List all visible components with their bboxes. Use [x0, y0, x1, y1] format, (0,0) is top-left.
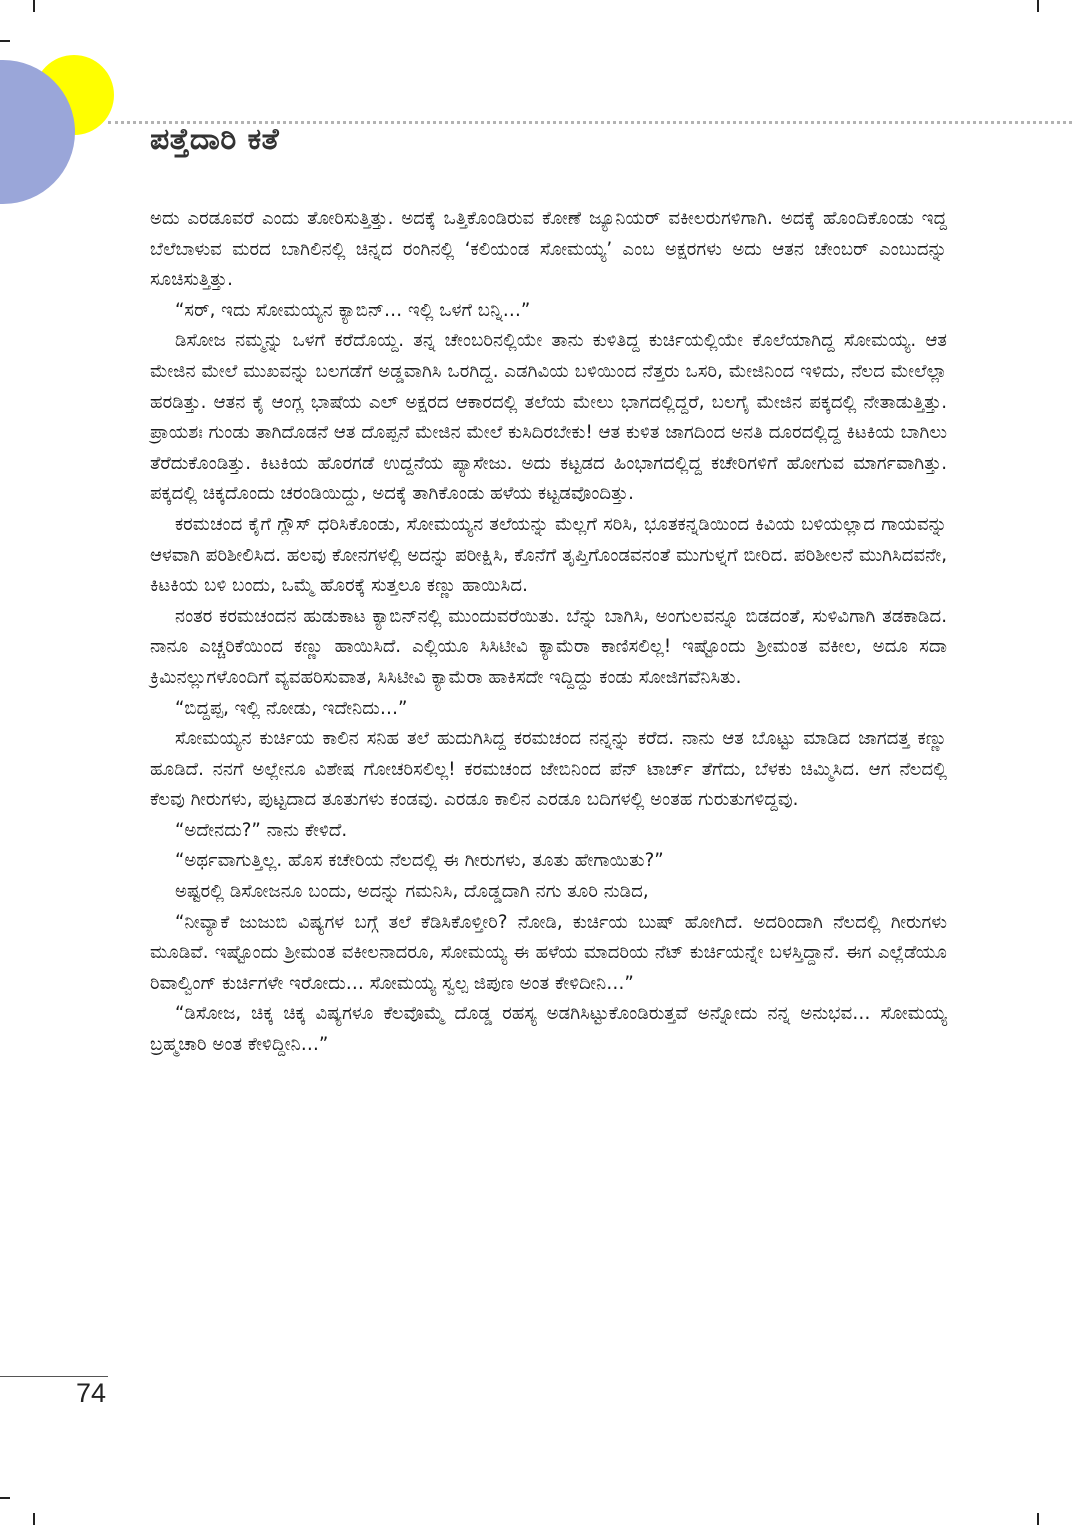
crop-mark	[33, 1513, 35, 1525]
crop-mark	[1037, 1513, 1039, 1525]
paragraph: ಕರಮಚಂದ ಕೈಗೆ ಗ್ಲೌಸ್ ಧರಿಸಿಕೊಂಡು, ಸೋಮಯ್ಯನ ತಲೆಯನ್ನು ಮೆಲ್ಲಗೆ ಸರಿಸಿ, ಭೂತಕನ್ನಡಿಯಿಂದ ಕಿವಿಯ ಬಳಿಯಲ್ಲಾದ ಗಾಯವನ್ನು ಆಳವಾಗಿ ಪರಿಶೀಲಿಸಿದ. ಹಲವು ಕೋನಗಳಲ್ಲಿ ಅದನ್ನು ಪರೀಕ್ಷಿಸಿ, ಕೊನೆಗೆ ತೃಪ್ತಿಗೊಂಡವನಂತೆ ಮುಗುಳ್ನಗೆ ಬೀರಿದ. ಪರಿಶೀಲನೆ ಮುಗಿಸಿದವನೇ, ಕಿಟಕಿಯ ಬಳಿ ಬಂದು, ಒಮ್ಮೆ ಹೊರಕ್ಕೆ ಸುತ್ತಲೂ ಕಣ್ಣು ಹಾಯಿಸಿದ.	[150, 513, 947, 597]
page-number: 74	[76, 1378, 107, 1408]
paragraph: “ಸರ್, ಇದು ಸೋಮಯ್ಯನ ಕ್ಯಾಬಿನ್… ಇಲ್ಲಿ ಒಳಗೆ ಬನ್ನಿ…”	[175, 299, 531, 321]
paragraph: “ಬಿದ್ದಪ್ಪ, ಇಲ್ಲಿ ನೋಡು, ಇದೇನಿದು…”	[175, 697, 408, 719]
footer-rule	[0, 1376, 108, 1377]
page-title: ಪತ್ತೆದಾರಿ ಕತೆ	[150, 122, 280, 157]
story-body	[150, 204, 947, 1061]
header-decoration	[0, 0, 130, 220]
paragraph: ಅದು ಎರಡೂವರೆ ಎಂದು ತೋರಿಸುತ್ತಿತ್ತು. ಅದಕ್ಕೆ ಒತ್ತಿಕೊಂಡಿರುವ ಕೋಣೆ ಜ್ಯೂನಿಯರ್ ವಕೀಲರುಗಳಿಗಾಗಿ. ಅದಕ್ಕೆ ಹೊಂದಿಕೊಂಡು ಇದ್ದ ಬೆಲೆಬಾಳುವ ಮರದ ಬಾಗಿಲಿನಲ್ಲಿ ಚಿನ್ನದ ರಂಗಿನಲ್ಲಿ ‘ಕಲಿಯಂಡ ಸೋಮಯ್ಯ’ ಎಂಬ ಅಕ್ಷರಗಳು ಅದು ಆತನ ಚೇಂಬರ್ ಎಂಬುದನ್ನು ಸೂಚಿಸುತ್ತಿತ್ತು.	[150, 208, 947, 291]
paragraph: “ಅದೇನದು?” ನಾನು ಕೇಳಿದೆ.	[175, 819, 348, 841]
paragraph: ಸೋಮಯ್ಯನ ಕುರ್ಚಿಯ ಕಾಲಿನ ಸನಿಹ ತಲೆ ಹುದುಗಿಸಿದ್ದ ಕರಮಚಂದ ನನ್ನನ್ನು ಕರೆದ. ನಾನು ಆತ ಬೊಟ್ಟು ಮಾಡಿದ ಜಾಗದತ್ತ ಕಣ್ಣು ಹೂಡಿದೆ. ನನಗೆ ಅಲ್ಲೇನೂ ವಿಶೇಷ ಗೋಚರಿಸಲಿಲ್ಲ! ಕರಮಚಂದ ಜೇಬಿನಿಂದ ಪೆನ್ ಟಾರ್ಚ್ ತೆಗೆದು, ಬೆಳಕು ಚಿಮ್ಮಿಸಿದ. ಆಗ ನೆಲದಲ್ಲಿ ಕೆಲವು ಗೀರುಗಳು, ಪುಟ್ಟದಾದ ತೂತುಗಳು ಕಂಡವು. ಎರಡೂ ಕಾಲಿನ ಎರಡೂ ಬದಿಗಳಲ್ಲಿ ಅಂತಹ ಗುರುತುಗಳಿದ್ದವು.	[150, 728, 947, 811]
paragraph: “ಅರ್ಥವಾಗುತ್ತಿಲ್ಲ. ಹೊಸ ಕಚೇರಿಯ ನೆಲದಲ್ಲಿ ಈ ಗೀರುಗಳು, ತೂತು ಹೇಗಾಯಿತು?”	[175, 850, 664, 872]
paragraph: “ನೀವ್ಯಾಕೆ ಜುಜುಬಿ ವಿಷ್ಯಗಳ ಬಗ್ಗೆ ತಲೆ ಕೆಡಿಸಿಕೊಳ್ತೀರಿ? ನೋಡಿ, ಕುರ್ಚಿಯ ಬುಷ್ ಹೋಗಿದೆ. ಅದರಿಂದಾಗಿ ನೆಲದಲ್ಲಿ ಗೀರುಗಳು ಮೂಡಿವೆ. ಇಷ್ಟೊಂದು ಶ್ರೀಮಂತ ವಕೀಲನಾದರೂ, ಸೋಮಯ್ಯ ಈ ಹಳೆಯ ಮಾದರಿಯ ನೆಟ್ ಕುರ್ಚಿಯನ್ನೇ ಬಳಸ್ತಿದ್ದಾನೆ. ಈಗ ಎಲ್ಲೆಡೆಯೂ ರಿವಾಲ್ವಿಂಗ್ ಕುರ್ಚಿಗಳೇ ಇರೋದು… ಸೋಮಯ್ಯ ಸ್ವಲ್ಪ ಜಿಪುಣ ಅಂತ ಕೇಳಿದೀನಿ…”	[150, 911, 947, 994]
crop-mark	[0, 1497, 10, 1499]
crop-mark	[1037, 0, 1039, 12]
paragraph: “ಡಿಸೋಜ, ಚಿಕ್ಕ ಚಿಕ್ಕ ವಿಷ್ಯಗಳೂ ಕೆಲವೊಮ್ಮೆ ದೊಡ್ಡ ರಹಸ್ಯ ಅಡಗಿಸಿಟ್ಟುಕೊಂಡಿರುತ್ತವೆ ಅನ್ನೋದು ನನ್ನ ಅನುಭವ… ಸೋಮಯ್ಯ ಬ್ರಹ್ಮಚಾರಿ ಅಂತ ಕೇಳಿದ್ದೀನಿ…”	[150, 1003, 947, 1056]
paragraph: ಡಿಸೋಜ ನಮ್ಮನ್ನು ಒಳಗೆ ಕರೆದೊಯ್ದ. ತನ್ನ ಚೇಂಬರಿನಲ್ಲಿಯೇ ತಾನು ಕುಳಿತಿದ್ದ ಕುರ್ಚಿಯಲ್ಲಿಯೇ ಕೊಲೆಯಾಗಿದ್ದ ಸೋಮಯ್ಯ. ಆತ ಮೇಜಿನ ಮೇಲೆ ಮುಖವನ್ನು ಬಲಗಡೆಗೆ ಅಡ್ಡವಾಗಿಸಿ ಒರಗಿದ್ದ. ಎಡಗಿವಿಯ ಬಳಿಯಿಂದ ನೆತ್ತರು ಒಸರಿ, ಮೇಜಿನಿಂದ ಇಳಿದು, ನೆಲದ ಮೇಲೆಲ್ಲಾ ಹರಡಿತ್ತು. ಆತನ ಕೈ ಆಂಗ್ಲ ಭಾಷೆಯ ಎಲ್ ಅಕ್ಷರದ ಆಕಾರದಲ್ಲಿ ತಲೆಯ ಮೇಲು ಭಾಗದಲ್ಲಿದ್ದರೆ, ಬಲಗೈ ಮೇಜಿನ ಪಕ್ಕದಲ್ಲಿ ನೇತಾಡುತ್ತಿತ್ತು. ಪ್ರಾಯಶಃ ಗುಂಡು ತಾಗಿದೊಡನೆ ಆತ ದೊಪ್ಪನೆ ಮೇಜಿನ ಮೇಲೆ ಕುಸಿದಿರಬೇಕು! ಆತ ಕುಳಿತ ಜಾಗದಿಂದ ಅನತಿ ದೂರದಲ್ಲಿದ್ದ ಕಿಟಕಿಯ ಬಾಗಿಲು ತೆರೆದುಕೊಂಡಿತ್ತು. ಕಿಟಕಿಯ ಹೊರಗಡೆ ಉದ್ದನೆಯ ಪ್ಯಾಸೇಜು. ಅದು ಕಟ್ಟಡದ ಹಿಂಭಾಗದಲ್ಲಿದ್ದ ಕಚೇರಿಗಳಿಗೆ ಹೋಗುವ ಮಾರ್ಗವಾಗಿತ್ತು. ಪಕ್ಕದಲ್ಲಿ ಚಿಕ್ಕದೊಂದು ಚರಂಡಿಯಿದ್ದು, ಅದಕ್ಕೆ ತಾಗಿಕೊಂಡು ಹಳೆಯ ಕಟ್ಟಡವೊಂದಿತ್ತು.	[150, 330, 947, 505]
paragraph: ನಂತರ ಕರಮಚಂದನ ಹುಡುಕಾಟ ಕ್ಯಾಬಿನ್‌ನಲ್ಲಿ ಮುಂದುವರೆಯಿತು. ಬೆನ್ನು ಬಾಗಿಸಿ, ಅಂಗುಲವನ್ನೂ ಬಿಡದಂತೆ, ಸುಳಿವಿಗಾಗಿ ತಡಕಾಡಿದ. ನಾನೂ ಎಚ್ಚರಿಕೆಯಿಂದ ಕಣ್ಣು ಹಾಯಿಸಿದೆ. ಎಲ್ಲಿಯೂ ಸಿಸಿಟೀವಿ ಕ್ಯಾಮೆರಾ ಕಾಣಿಸಲಿಲ್ಲ! ಇಷ್ಟೊಂದು ಶ್ರೀಮಂತ ವಕೀಲ, ಅದೂ ಸದಾ ಕ್ರಿಮಿನಲ್ಲುಗಳೊಂದಿಗೆ ವ್ಯವಹರಿಸುವಾತ, ಸಿಸಿಟೀವಿ ಕ್ಯಾಮೆರಾ ಹಾಕಿಸದೇ ಇದ್ದಿದ್ದು ಕಂಡು ಸೋಜಿಗವೆನಿಸಿತು.	[150, 605, 947, 688]
paragraph: ಅಷ್ಟರಲ್ಲಿ ಡಿಸೋಜನೂ ಬಂದು, ಅದನ್ನು ಗಮನಿಸಿ, ದೊಡ್ಡದಾಗಿ ನಗು ತೂರಿ ನುಡಿದ,	[175, 881, 649, 903]
